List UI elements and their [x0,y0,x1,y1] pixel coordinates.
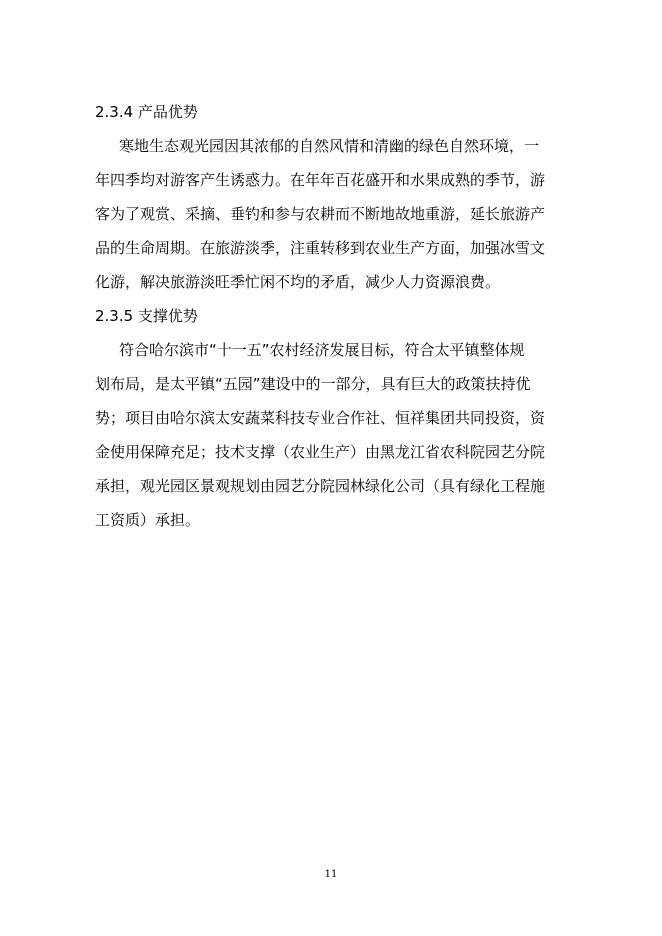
paragraph-line: 金使用保障充足；技术支撑（农业生产）由黑龙江省农科院园艺分院 [95,443,546,461]
section-heading-product-advantage: 2.3.4 产品优势 [95,103,198,121]
paragraph-line: 符合哈尔滨市“十一五”农村经济发展目标，符合太平镇整体规 [119,341,525,359]
page-number: 11 [324,869,338,880]
paragraph-line: 客为了观赏、采摘、垂钓和参与农耕而不断地故地重游，延长旅游产 [95,205,546,223]
paragraph-line: 承担，观光园区景观规划由园艺分院园林绿化公司（具有绿化工程施 [95,477,546,495]
paragraph-line: 寒地生态观光园因其浓郁的自然风情和清幽的绿色自然环境，一 [119,137,540,155]
paragraph-line: 年四季均对游客产生诱惑力。在年年百花盛开和水果成熟的季节，游 [95,171,546,189]
document-body [95,95,565,537]
paragraph-line: 化游，解决旅游淡旺季忙闲不均的矛盾，减少人力资源浪费。 [95,273,501,291]
paragraph-support-advantage [95,333,565,537]
paragraph-line: 势；项目由哈尔滨太安蔬菜科技专业合作社、恒祥集团共同投资，资 [95,409,546,427]
paragraph-line: 划布局，是太平镇“五园”建设中的一部分，具有巨大的政策扶持优 [95,375,531,393]
section-heading-support-advantage: 2.3.5 支撑优势 [95,307,198,325]
paragraph-line: 品的生命周期。在旅游淡季，注重转移到农业生产方面，加强冰雪文 [95,239,546,257]
paragraph-line: 工资质）承担。 [95,511,201,529]
paragraph-product-advantage [95,129,565,299]
